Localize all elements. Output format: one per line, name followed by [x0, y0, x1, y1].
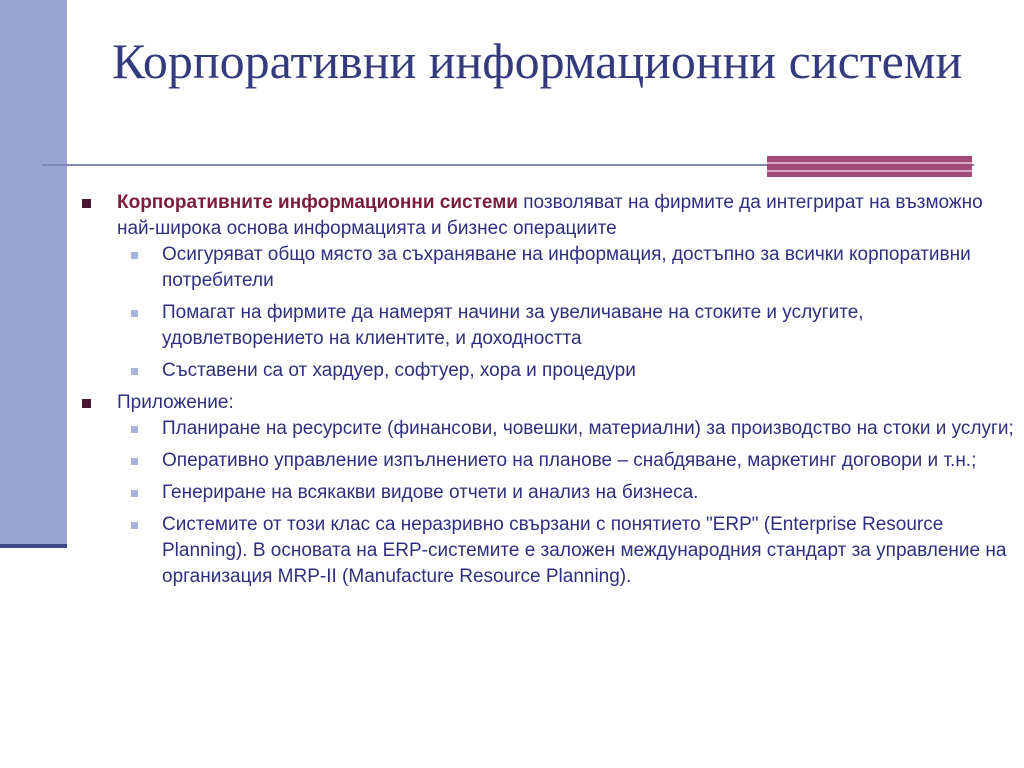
sub-bullet-item: [117, 242, 1017, 294]
sub-bullet-text: Планиране на ресурсите (финансови, човешки, материални) за производство на стоки и услуги;: [162, 418, 1014, 439]
sub-bullet-item: [117, 480, 1017, 506]
slide-title: Корпоративни информационни системи: [112, 33, 963, 89]
sub-bullet-text: Генериране на всякакви видове отчети и анализ на бизнеса.: [162, 482, 699, 503]
sub-bullet-list: [117, 242, 1017, 384]
slide-content: [82, 188, 1017, 596]
sub-bullet-item: [117, 300, 1017, 352]
square-bullet-icon: [131, 522, 138, 529]
sub-bullet-text: Съставени са от хардуер, софтуер, хора и процедури: [162, 360, 636, 381]
sub-bullet-text: Оперативно управление изпълнението на планове – снабдяване, маркетинг договори и т.н.;: [162, 450, 977, 471]
square-bullet-icon: [131, 426, 138, 433]
sub-bullet-text: Помагат на фирмите да намерят начини за увеличаване на стоките и услугите, удовлетворението на клиентите, и доходността: [162, 302, 864, 349]
square-bullet-icon: [82, 399, 91, 408]
sub-bullet-text: Осигуряват общо място за съхраняване на информация, достъпно за всички корпоративни потребители: [162, 244, 971, 291]
bullet-text: Приложение:: [117, 392, 234, 413]
square-bullet-icon: [131, 458, 138, 465]
sub-bullet-item: [117, 358, 1017, 384]
accent-bar: [767, 156, 972, 177]
bullet-emphasis: Корпоративните информационни системи: [117, 192, 518, 213]
bullet-item: [82, 190, 1017, 384]
side-decoration-bar: [0, 0, 67, 544]
sub-bullet-text: Системите от този клас са неразривно свързани с понятието "ERP" (Enterprise Resource Planning). В основата на ERP-системите е заложен международния стандарт за управление на организация MRP-II (Manufacture Resource Planning).: [162, 514, 1007, 587]
square-bullet-icon: [131, 368, 138, 375]
bullet-text: позволяват на фирмите да интегрират на възможно най-широка основа информацията и бизнес операциите: [117, 192, 983, 239]
bullet-list: [82, 190, 1017, 590]
sub-bullet-item: [117, 448, 1017, 474]
sub-bullet-item: [117, 416, 1017, 442]
bullet-item: [82, 390, 1017, 590]
sub-bullet-item: [117, 512, 1017, 590]
square-bullet-icon: [131, 490, 138, 497]
square-bullet-icon: [82, 199, 91, 208]
square-bullet-icon: [131, 310, 138, 317]
square-bullet-icon: [131, 252, 138, 259]
side-decoration-underline: [0, 544, 67, 548]
sub-bullet-list: [117, 416, 1017, 590]
